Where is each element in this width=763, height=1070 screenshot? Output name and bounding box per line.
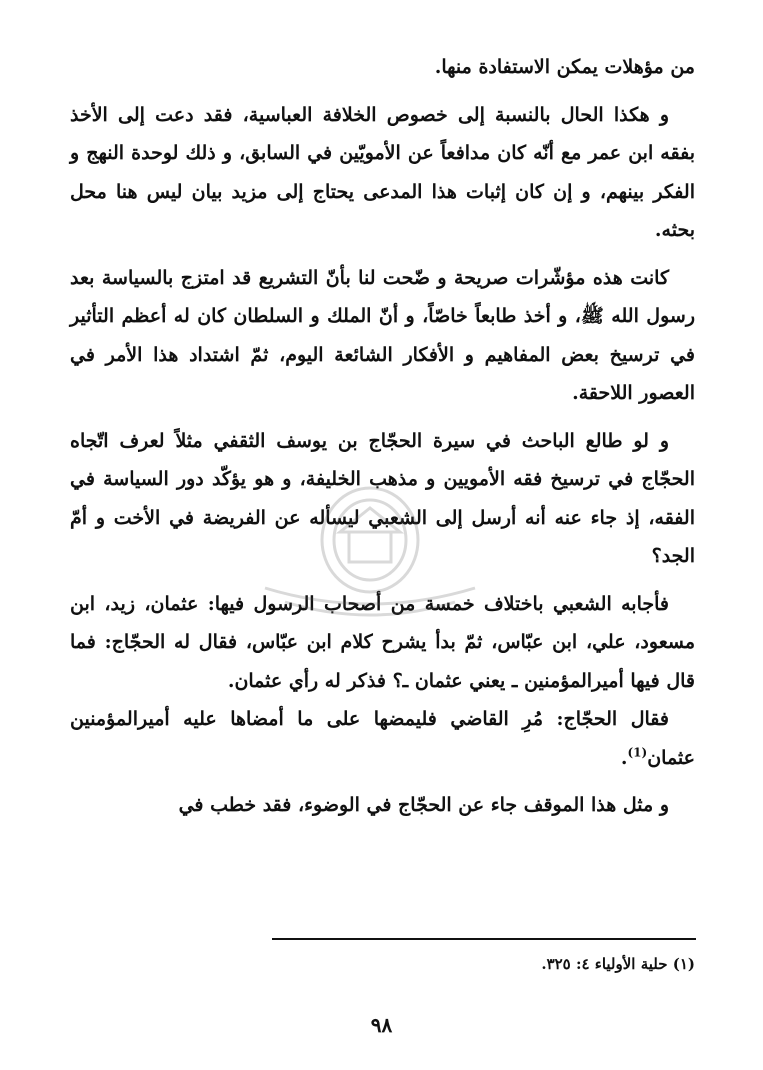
paragraph-6: [70, 700, 695, 777]
paragraph-2: و هكذا الحال بالنسبة إلى خصوص الخلافة العباسية، فقد دعت إلى الأخذ بفقه ابن عمر مع أنّه كان مدافعاً عن الأمويّين في السابق، و ذلك لوحدة النهج و الفكر بينهم، و إن كان إثبات هذا المدعى يحتاج إلى مزيد بيان ليس هنا محل بحثه.: [70, 103, 695, 241]
paragraph-3: كانت هذه مؤشّرات صريحة و ضّحت لنا بأنّ التشريع قد امتزج بالسياسة بعد رسول الله ﷺ، و أخذ طابعاً خاصّاً، و أنّ الملك و السلطان كان له أعظم التأثير في ترسيخ بعض المفاهيم و الأفكار الشائعة اليوم، ثمّ اشتداد هذا الأمر في العصور اللاحقة.: [70, 266, 695, 404]
paragraph-4: و لو طالع الباحث في سيرة الحجّاج بن يوسف الثقفي مثلاً لعرف اتّجاه الحجّاج في ترسيخ فقه الأمويين و مذهب الخليفة، و هو يؤكّد دور السياسة في الفقه، إذ جاء عنه أنه أرسل إلى الشعبي ليسأله عن الفريضة في الأخت و أمّ الجد؟: [70, 429, 695, 567]
paragraph-6-text: فقال الحجّاج: مُرِ القاضي فليمضها على ما أمضاها عليه أميرالمؤمنين عثمان: [70, 708, 695, 769]
paragraph-5: فأجابه الشعبي باختلاف خمسة من أصحاب الرسول فيها: عثمان، زيد، ابن مسعود، علي، ابن عبّاس، ثمّ بدأ يشرح كلام ابن عبّاس، فقال له الحجّاج: فما قال فيها أميرالمؤمنين ـ يعني عثمان ـ؟ فذكر له رأي عثمان.: [70, 592, 695, 692]
paragraph-7: و مثل هذا الموقف جاء عن الحجّاج في الوضوء، فقد خطب في: [178, 794, 669, 816]
footnote: (١) حلية الأولياء ٤: ٣٢٥.: [541, 955, 695, 973]
paragraph-6-end: .: [620, 746, 628, 769]
footnote-reference: (1): [627, 745, 648, 760]
paragraph-1: من مؤهلات يمكن الاستفادة منها.: [434, 56, 695, 78]
page-number: ٩٨: [370, 1013, 393, 1037]
body-text: [70, 48, 695, 825]
footnote-divider: [272, 938, 696, 940]
